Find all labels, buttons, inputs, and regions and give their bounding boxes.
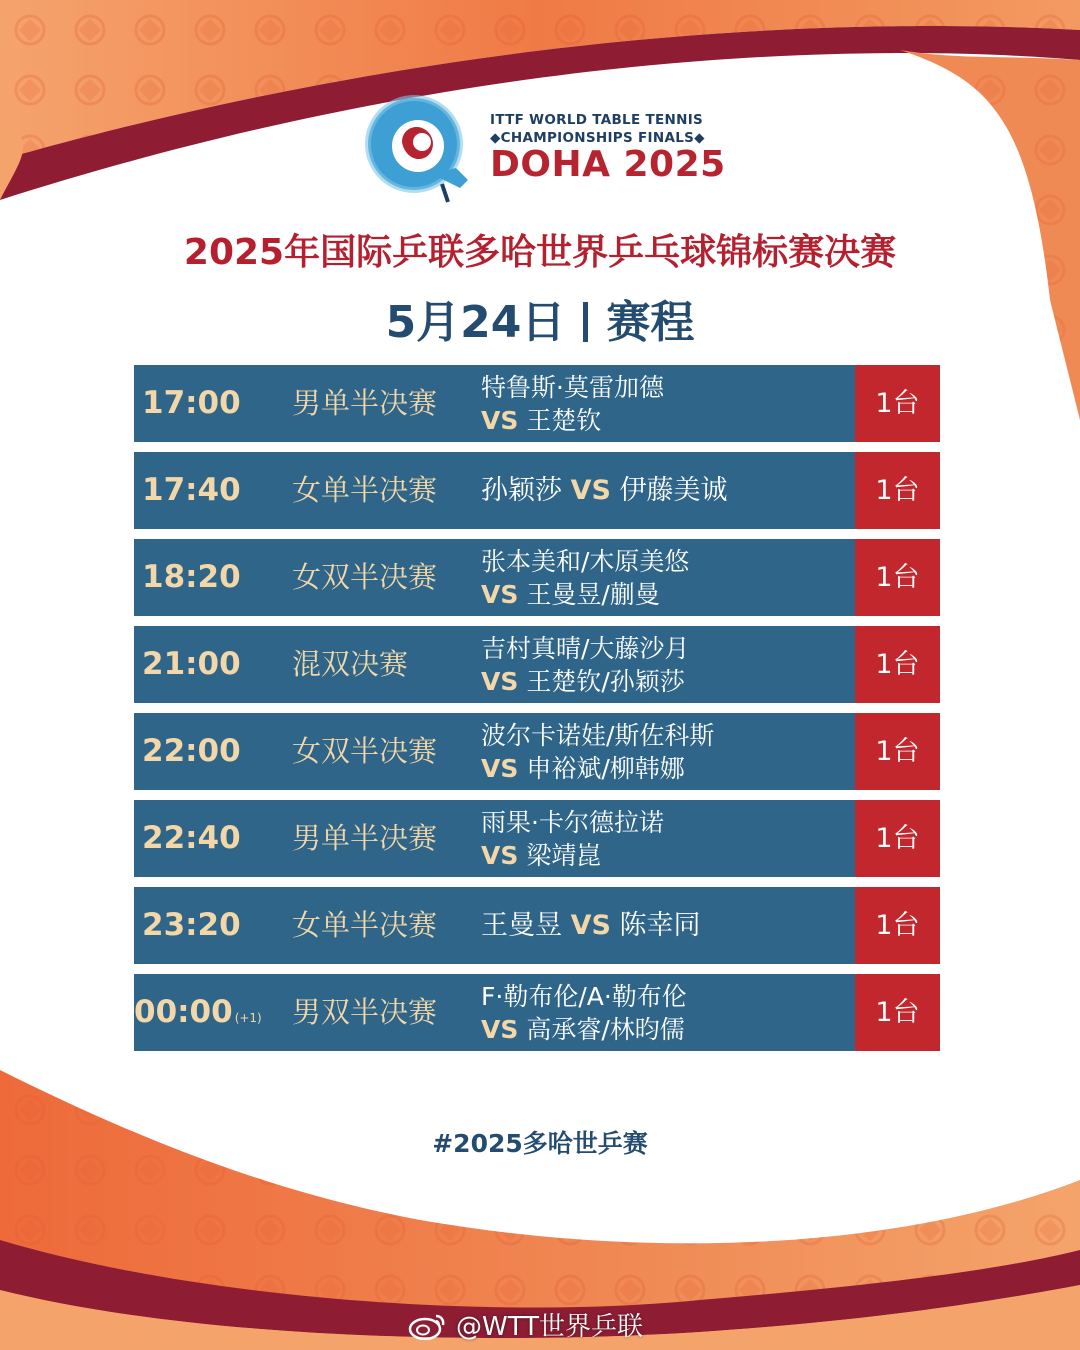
divider — [583, 302, 588, 342]
players-line-1: 雨果·卡尔德拉诺 — [481, 808, 664, 837]
table-number: 1台 — [855, 800, 940, 877]
weibo-watermark — [408, 1306, 643, 1342]
schedule-row — [134, 539, 940, 616]
match-players — [481, 806, 851, 872]
match-players — [481, 980, 851, 1046]
schedule-list — [134, 365, 940, 1061]
match-event: 混双决赛 — [292, 647, 409, 681]
match-event: 女单半决赛 — [292, 908, 438, 942]
event-logo — [362, 92, 726, 208]
vs-label: VS — [570, 475, 611, 506]
match-players — [481, 545, 851, 611]
logo-line-1: ITTF WORLD TABLE TENNIS — [490, 112, 704, 128]
match-event: 男单半决赛 — [292, 386, 438, 420]
vs-label: VS — [570, 910, 611, 941]
player-2: 陈幸同 — [619, 910, 701, 941]
match-event: 女单半决赛 — [292, 473, 438, 507]
players-line-1: 张本美和/木原美悠 — [481, 547, 690, 576]
table-number: 1台 — [855, 626, 940, 703]
schedule-row — [134, 887, 940, 964]
match-time: 18:20 — [142, 559, 241, 595]
players-line-2: VS 申裕斌/柳韩娜 — [481, 754, 685, 783]
match-time: 17:00 — [142, 385, 241, 421]
doha-q-paddle-logo-icon — [362, 92, 482, 208]
players-line-2: VS 王曼昱/蒯曼 — [481, 580, 660, 609]
match-time: 00:00 (+1) — [134, 994, 262, 1030]
table-number: 1台 — [855, 887, 940, 964]
match-time: 22:00 — [142, 733, 241, 769]
schedule-row — [134, 626, 940, 703]
players-line-1: 吉村真晴/大藤沙月 — [481, 634, 690, 663]
match-time: 21:00 — [142, 646, 241, 682]
match-event: 女双半决赛 — [292, 734, 438, 768]
schedule-row — [134, 713, 940, 790]
schedule-row — [134, 800, 940, 877]
table-number: 1台 — [855, 974, 940, 1051]
players-line-2: VS 王楚钦 — [481, 406, 602, 435]
match-players — [481, 719, 851, 785]
players-line-1: F·勒布伦/A·勒布伦 — [481, 982, 687, 1011]
table-number: 1台 — [855, 365, 940, 442]
hashtag[interactable]: #2025多哈世乒赛 — [432, 1129, 648, 1158]
player-1: 王曼昱 — [481, 910, 562, 941]
players-line-2: VS 高承睿/林昀儒 — [481, 1015, 685, 1044]
player-1: 孙颖莎 — [481, 475, 562, 506]
players-line-2: VS 梁靖崑 — [481, 841, 602, 870]
table-number: 1台 — [855, 539, 940, 616]
match-event: 女双半决赛 — [292, 560, 438, 594]
match-players — [481, 371, 851, 437]
schedule-row — [134, 452, 940, 529]
watermark-text: @WTT世界乒联 — [456, 1312, 644, 1342]
match-players — [481, 632, 851, 698]
match-time: 17:40 — [142, 472, 241, 508]
logo-line-3: DOHA 2025 — [490, 144, 726, 185]
match-event: 男单半决赛 — [292, 821, 438, 855]
match-event: 男双半决赛 — [292, 995, 438, 1029]
match-players — [481, 452, 851, 529]
schedule-row — [134, 365, 940, 442]
schedule-row — [134, 974, 940, 1051]
match-time: 23:20 — [142, 907, 241, 943]
page-title: 2025年国际乒联多哈世界乒乓球锦标赛决赛 — [183, 232, 897, 273]
table-number: 1台 — [855, 452, 940, 529]
players-line-1: 波尔卡诺娃/斯佐科斯 — [481, 721, 715, 750]
match-time: 22:40 — [142, 820, 241, 856]
players-line-1: 特鲁斯·莫雷加德 — [481, 373, 664, 402]
players-line-2: VS 王楚钦/孙颖莎 — [481, 667, 685, 696]
match-players — [481, 887, 851, 964]
player-2: 伊藤美诚 — [619, 475, 728, 506]
page-subtitle — [0, 286, 1080, 350]
schedule-date: 5月24日 — [385, 297, 566, 348]
weibo-icon — [408, 1310, 448, 1340]
table-number: 1台 — [855, 713, 940, 790]
logo-line-2: ◆CHAMPIONSHIPS FINALS◆ — [490, 130, 705, 146]
schedule-label: 赛程 — [606, 297, 695, 348]
